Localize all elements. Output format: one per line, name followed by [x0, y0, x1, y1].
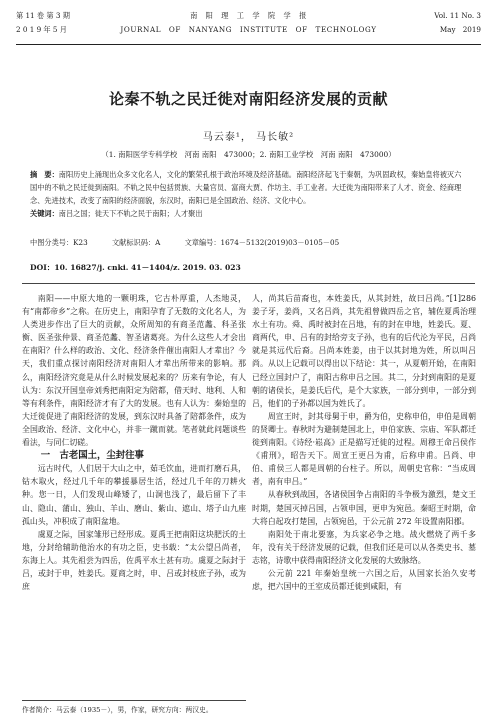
document-code: 文献标识码：A	[111, 238, 161, 247]
paragraph: 虞夏之际，国家雏形已经形成。夏禹王把南阳这块肥沃的土地，分封给辅助他治水的有功之臣，史书载：“太公望吕尚者，东海上人。其先祖尝为四岳，佐禹平水土甚有功。虞夏之际封于吕，或封于申，姓姜氏。夏商之时，申、吕或封枝庶子孙，或为庶	[22, 529, 246, 592]
paragraph: 从春秋到战国，各诸侯国争占南阳的斗争极为激烈，楚文王时期，楚国灭掉吕国，占领申国，更申为宛邑。秦昭王时期，命大将白起攻打楚国，占领宛邑，于公元前 272 年设置南阳郡。	[252, 490, 476, 526]
abstract-block	[30, 168, 467, 220]
abstract-text: 南阳历史上涌现出众多文化名人，文化的繁荣孔根于政治环境及经济基础。南阳经济起飞于秦朝，为巩固政权，秦始皇将被灭六国中的不轨之民迁徙到南阳。不轨之民中包括贯族、大量官员、富商大贾、作坊主、手工业者。大迁徙为南阳带来了人才、资金、经商理念、先进技术，改变了南阳的经济面貌，东汉时，南阳已是全国政治、经济、文化中心。	[30, 170, 462, 205]
abstract-label: 摘 要：	[30, 170, 59, 179]
body-right-column	[252, 292, 476, 593]
paragraph: 人，尚其后苗裔也，本姓姜氏，从其封姓，故曰吕尚。”[1]286 姜子牙，姜尚，又名吕尚，其先祖曾做四岳之官，辅佐夏禹治理水土有功。舜、禹时被封在吕地，有的封在申地，姓姜氏。夏、商两代，申、吕有的封给旁支子孙，也有的后代沦为平民，吕尚就是其远代后裔。吕尚本姓姜，由于以其封地为姓，所以叫吕尚。从以上记载可以得出以下结论：其一，从夏朝开始，在南阳已经立国封户了，南阳古称申吕之国。其二，分封到南阳的是夏朝的诸侯长，是姜氏后代，是个大家族，一部分到申，一部分到吕，他们的子孙都以国为姓氏了。	[252, 294, 476, 408]
paragraph: 远古时代，人们居于大山之中，茹毛饮血，进而打磨石具，钻木取火，经过几千年的攀援暴居生活，经过几千年的刀耕火种。您一日，人们发现山峰矮了，山洞也浅了，最后留下了丰山、隐山、蒲山、独山、羊山、磨山、紫山、遮山、塔子山九座孤山头，冲积成了南阳盆地。	[22, 464, 246, 526]
section-heading: 一 古老国土，尘封往事	[40, 450, 144, 462]
header-date-cn: 2 0 1 9 年 5 月	[16, 25, 67, 34]
header-volume-cn: 第 11 卷 第 3 期	[16, 11, 70, 20]
running-header	[16, 10, 481, 45]
header-journal-en: JOURNAL OF NANYANG INSTITUTE OF TECHNOLOGY	[120, 25, 377, 34]
header-journal-cn: 南 阳 理 工 学 院 学 报	[190, 11, 307, 20]
header-date-en: May 2019	[439, 25, 481, 34]
divider	[22, 283, 475, 284]
article-number: 文章编号：1674－5132(2019)03－0105－05	[184, 238, 340, 247]
article-authors: 马云泰¹， 马长敏²	[202, 132, 295, 143]
paragraph: 南阳——中原大地的一颗明珠，它古朴厚重，人杰地灵，有“南都帝乡”之称。在历史上，南阳孕育了无数的文化名人，为人类进步作出了巨大的贡献，众所周知的有商圣范蠡、科圣张衡、医圣张仲景、商圣范蠡、智圣诸葛亮。为什么这些人才会出在南阳？什么样的政治、文化、经济条件催出南阳人才辈出？今天，我们重点探讨南阳经济对南阳人才辈出所带来的影响。那么，南阳经济究竟是从什么时候发展起来的？历来有争论，有人认为：东汉开国皇帝刘秀把南阳定为陪都，借天时、地利、人和等有利条件，南阳经济才有了大的发展。也有人认为：秦始皇的大迁徙促进了南阳经济的发展，到东汉时具备了陪都条件，成为全国政治、经济、文化中心，并非一蹴而就。笔者就此问题谈些看法，与同仁切磋。	[22, 294, 246, 448]
author-affiliation: （1. 南阳医学专科学校 河南 南阳 473000；2. 南阳工业学校 河南 南阳 473000）	[101, 150, 396, 159]
keywords-text: 南吕之国；徙天下不轨之民于南阳；人才聚出	[58, 209, 203, 218]
author-footnote: 作者简介：马云泰（1935－），男，作家，研究方向：两汉史。	[22, 700, 246, 714]
article-title: 论秦不轨之民迁徙对南阳经济发展的贡献	[108, 90, 388, 108]
header-volume-en: Vol. 11 No. 3	[434, 11, 481, 20]
paragraph: 南阳处于南北要塞，为兵家必争之地。战火燃烧了两千多年，没有关于经济发展的记载，但我们还是可以从各类史书、墓志铭，诗歌中获得南阳经济文化发展的大致脉络。	[252, 529, 476, 565]
keywords-label: 关键词：	[30, 209, 59, 218]
paragraph: 公元前 221 年秦始皇统一六国之后，从国家长治久安考虑，把六国中的王室成员都迁徙到咸阳，有	[252, 568, 476, 592]
clc-number: 中图分类号：K23	[30, 238, 88, 247]
paragraph: 周宣王时，封其母舅于申，爵为伯，史称申伯，申伯是周朝的贤卿士。春秋时为避制楚国北上，申伯家族、宗庙、军队都迁徙到南阳。《诗经·崧高》正是描写迁徙的过程。周穆王命吕侯作《甫刑》，昭告天下。周宣王更吕为甫，后称申甫。吕尚、申伯、甫侯三人都是周朝的台柱子。所以，周朝史官称：“当成周者，南有申吕。”	[252, 411, 476, 487]
classification-row	[30, 236, 467, 249]
body-left-column	[22, 292, 246, 593]
doi: DOI：10. 16827/j. cnki. 41－1404/z. 2019. 03. 023	[30, 263, 241, 272]
